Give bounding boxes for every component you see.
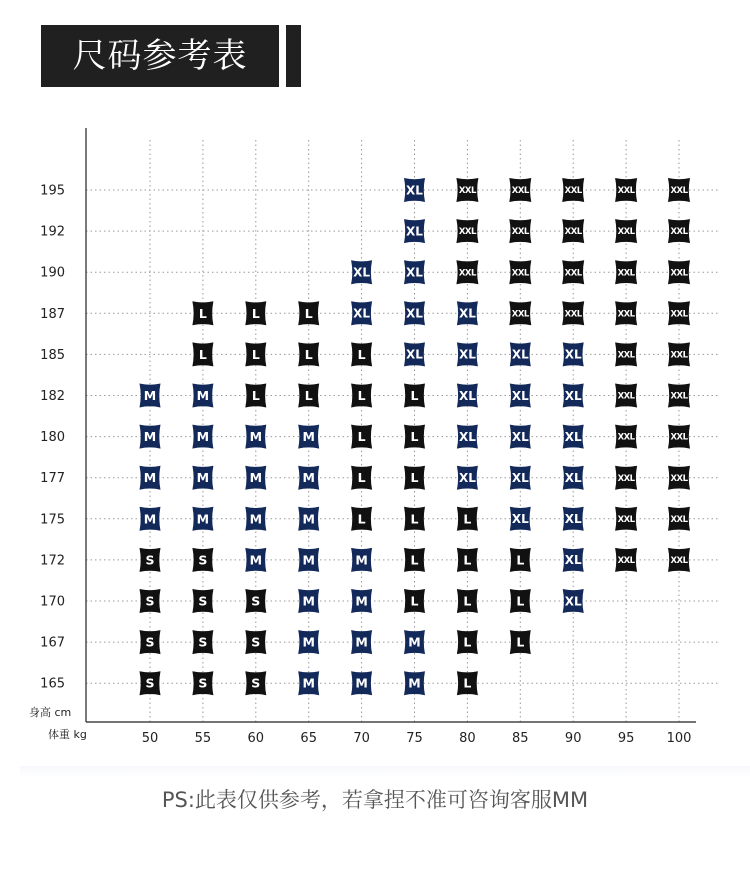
size-tag-label: L [516,552,525,568]
size-tag-label: XXL [617,227,635,238]
x-tick-label: 80 [459,731,476,746]
x-tick-label: 50 [141,731,159,746]
size-tag-label: L [516,593,525,609]
size-tag-label: L [357,346,366,362]
x-tick-label: 75 [406,731,423,746]
size-tag-label: XL [564,388,582,403]
x-tick-label: 100 [666,731,692,746]
size-tag-label: XL [458,347,476,362]
size-tag-label: XL [511,429,529,444]
size-tag-label: XL [406,265,423,280]
size-tag-label: XL [406,224,423,239]
page-title: 尺码参考表 [72,36,248,76]
size-tag-label: XXL [670,555,688,566]
size-tag-label: XL [564,429,582,444]
size-tag-label: XXL [458,186,476,197]
size-tag-label: XXL [458,268,476,279]
size-tag-label: XL [564,594,582,609]
size-tag-label: XXL [670,186,688,197]
size-tag-label: M [249,511,263,527]
size-tag-label: M [302,675,315,691]
x-tick-label: 60 [247,731,265,746]
x-tick-label: 55 [194,731,212,746]
y-tick-label: 170 [40,594,65,610]
size-tag-label: L [463,675,472,691]
y-tick-label: 185 [40,347,65,363]
size-tag-label: XXL [617,186,635,197]
size-tag-label: S [251,675,261,691]
footer-note: PS:此表仅供参考，若拿捏不准可咨询客服MM [161,788,589,812]
size-tag-label: XXL [458,227,476,238]
size-tag-label: M [302,511,315,527]
size-tag-label: M [143,388,157,403]
size-tag-label: M [302,552,315,568]
size-tag-label: L [357,429,366,445]
size-tag-label: XXL [617,268,635,279]
size-tag-label: M [196,429,210,445]
size-tag-label: L [516,634,525,650]
y-tick-label: 187 [40,306,65,322]
size-tag-label: XXL [670,473,688,484]
size-tag-label: L [357,388,366,403]
x-tick-label: 95 [617,731,635,746]
y-tick-label: 180 [40,430,65,446]
size-tag-label: XL [406,306,423,321]
size-tag-label: L [410,388,419,403]
size-tag-label: XXL [670,391,688,402]
size-tag-label: L [251,346,260,362]
size-tag-label: M [302,429,315,445]
y-tick-label: 165 [40,676,65,692]
size-tag-label: M [408,675,421,691]
size-tag-label: XXL [617,309,635,320]
y-tick-label: 182 [40,389,65,404]
y-tick-label: 190 [40,265,65,281]
size-tag-label: S [251,593,261,609]
size-tag-label: M [355,593,368,609]
size-tag-label: M [249,470,263,486]
x-tick-label: 70 [353,731,370,746]
size-tag-label: L [463,634,472,650]
size-tag-label: L [198,305,207,321]
size-tag-label: XXL [564,268,582,279]
size-tag-label: L [410,429,419,445]
size-tag-label: M [302,634,315,650]
footer-band [20,766,750,778]
x-axis-label: 体重 kg [48,728,87,741]
size-tag-label: M [196,470,210,486]
size-tag-label: S [145,593,155,609]
size-tag-label: XXL [670,350,688,361]
size-tag-label: M [302,593,315,609]
size-tag-label: XXL [617,391,635,402]
size-tag-label: XL [406,347,423,362]
size-tag-label: XL [511,471,529,486]
size-tag-label: L [463,593,472,609]
size-tag-label: L [463,552,472,568]
y-tick-label: 177 [40,471,65,487]
size-tag-label: XXL [511,268,529,279]
y-tick-label: 172 [40,553,65,569]
y-tick-label: 192 [40,224,65,240]
size-tag-label: M [143,511,157,527]
size-tag-label: L [304,346,313,362]
size-tag-label: XL [564,471,582,486]
size-tag-label: XL [564,553,582,568]
size-tag-label: L [251,305,260,321]
y-axis-label: 身高 cm [29,706,72,719]
size-tag-label: L [304,388,313,403]
size-tag-label: M [249,429,263,445]
y-tick-label: 175 [40,512,65,528]
size-tag-label: XL [458,429,476,444]
size-tag-label: XXL [511,309,529,320]
x-tick-label: 85 [512,731,529,746]
size-tag-label: XXL [670,432,688,443]
size-tag-label: XXL [670,514,688,525]
size-tag-label: S [198,552,208,568]
size-tag-label: L [357,470,366,486]
size-tag-label: L [410,593,419,609]
x-tick-label: 90 [564,731,582,746]
size-tag-label: M [196,511,210,527]
size-tag-label: XXL [511,186,529,197]
size-tag-label: XL [564,347,582,362]
size-tag-label: XXL [617,473,635,484]
size-tag-label: S [145,634,155,650]
size-tag-label: XL [458,306,476,321]
size-tag-label: XL [458,388,476,403]
size-tag-label: S [198,675,208,691]
size-tag-label: XXL [617,555,635,566]
size-tag-label: XL [564,512,582,527]
size-tag-label: M [355,675,368,691]
size-tag-label: M [143,429,157,445]
size-tag-label: M [355,552,368,568]
size-tag-label: M [249,552,263,568]
size-tag-label: M [302,470,315,486]
size-tag-label: XXL [670,268,688,279]
size-tag-label: XL [353,306,371,321]
size-tag-label: S [251,634,261,650]
size-tag-label: XL [458,471,476,486]
y-tick-label: 167 [40,635,65,651]
size-tag-label: L [304,305,313,321]
size-tag-label: XXL [564,309,582,320]
size-tag-label: L [410,511,419,527]
size-tag-label: L [463,511,472,527]
size-tag-label: M [408,634,421,650]
size-tag-label: S [198,593,208,609]
size-tag-label: L [251,388,260,403]
size-tag-label: L [198,346,207,362]
y-tick-label: 195 [40,183,65,199]
size-tag-label: XXL [617,432,635,443]
size-tag-label: S [145,675,155,691]
size-tag-label: S [145,552,155,568]
size-tag-label: S [198,634,208,650]
size-tag-label: XXL [617,514,635,525]
size-tag-label: XL [511,347,529,362]
size-tag-label: M [196,388,210,403]
size-tag-label: XL [511,512,529,527]
size-tag-label: XXL [511,227,529,238]
size-tag-label: XXL [617,350,635,361]
size-tag-label: XXL [670,227,688,238]
size-tag-label: L [410,470,419,486]
size-tag-label: XXL [564,227,582,238]
size-tag-label: M [143,470,157,486]
size-tag-label: L [357,511,366,527]
size-tag-label: M [355,634,368,650]
size-tag-label: XL [511,388,529,403]
size-tag-label: XL [406,183,423,198]
x-tick-label: 65 [300,731,317,746]
size-tag-label: XXL [564,186,582,197]
size-tag-label: XL [353,265,371,280]
size-tag-label: L [410,552,419,568]
size-tag-label: XXL [670,309,688,320]
